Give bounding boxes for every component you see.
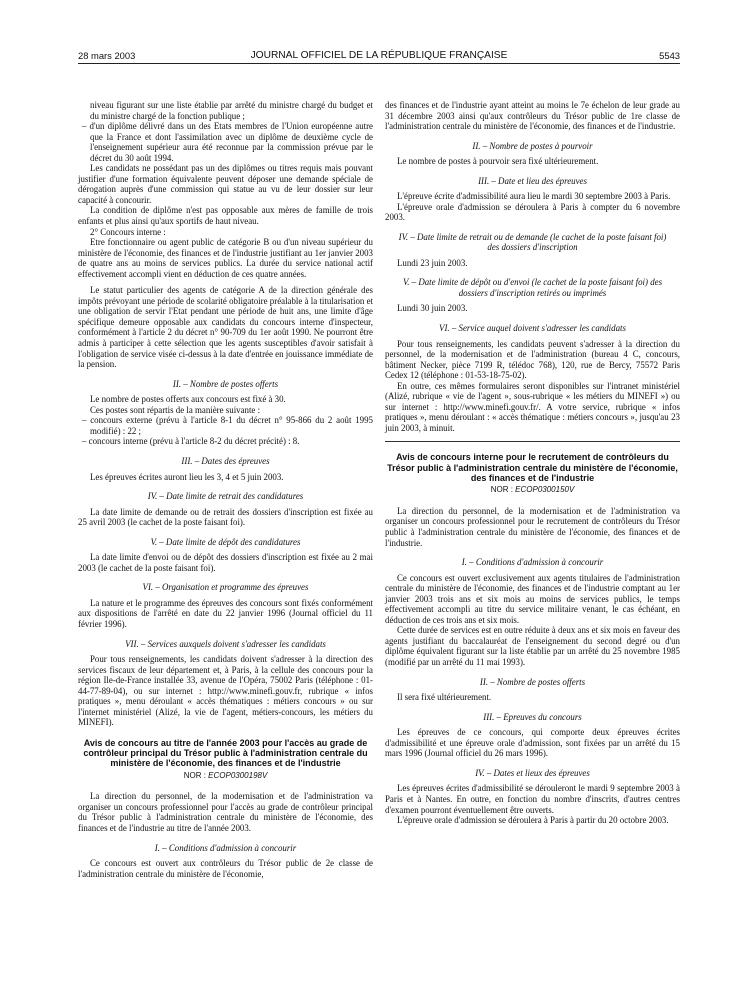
paragraph: Le nombre de postes offerts aux concours est fixé à 30. xyxy=(90,394,286,405)
paragraph: En outre, ces mêmes formulaires seront disponibles sur l'intranet ministériel (Alizé, rubrique « vie de l'agent », sous-rubrique « les métiers du MINEFI ») ou sur internet : http://www.minefi.gouv.fr/. A votre service, rubrique « infos pratiques », menu déroulant : « accès thématique : métiers concours », jusqu'au 23 juin 2003, à minuit. xyxy=(385,380,680,433)
paragraph: Les épreuves écrites d'admissibilité se dérouleront le mardi 9 septembre 2003 à Paris et à Nantes. En outre, en fonction du nombre d'inscrits, d'autres centres d'examen pourront éventuellement être ouverts. xyxy=(385,783,680,815)
paragraph: Ces postes sont répartis de la manière suivante : xyxy=(90,404,261,415)
notice-title: Avis de concours interne pour le recrutement de contrôleurs du Trésor public à l'administration centrale du ministère de l'économie, des finances et de l'industrie xyxy=(387,452,678,484)
paragraph: Le statut particulier des agents de catégorie A de la direction générale des impôts prévoyant une période de scolarité obligatoire préalable à la titularisation et une obligation de servir l'Etat pendant une période de huit ans, une limite d'âge spécifique demeure opposable aux candidats du concours interne d'inspecteur, conformément à l'article 2 du décret n° 90-709 du 1er août 1990. Ne pourront être admis à participer à cette sélection que les agents susceptibles d'avoir satisfait à l'obligation de service visée ci-dessus à la date d'entrée en jouissance immédiate de la pension. xyxy=(78,285,373,370)
paragraph: des finances et de l'industrie ayant atteint au moins le 7e échelon de leur grade au 31 décembre 2003 ainsi qu'aux contrôleurs du Trésor public de 1re classe de l'administration centrale du ministère de l'économie, des finances et de l'industrie. xyxy=(385,100,680,132)
section-heading: VI. – Service auquel doivent s'adresser les candidats xyxy=(439,323,626,334)
nor-reference xyxy=(385,485,680,496)
paragraph: Le nombre de postes à pourvoir sera fixé ultérieurement. xyxy=(397,156,599,167)
section-heading: III. – Dates des épreuves xyxy=(181,455,270,466)
section-heading: IV. – Date limite de retrait des candidatures xyxy=(147,491,304,502)
paragraph: Ce concours est ouvert exclusivement aux agents titulaires de l'administration centrale du ministère de l'économie, des finances et de l'industrie comptant au 1er janvier 2003 trois ans et six mois au moins de services publics, le temps effectivement accompli au titre du service militaire venant, le cas échéant, en déduction de ces trois ans et six mois. xyxy=(385,572,680,625)
paragraph: Pour tous renseignements, les candidats doivent s'adresser à la direction des services fiscaux de leur département et, à Paris, à la cellule des concours pour la région Ile-de-France installée 33, avenue de l'Opéra, 75002 Paris (téléphone : 01-44-77-89-04), ou sur internet : http://www.minefi.gouv.fr, rubrique « infos pratiques », menu déroulant « accès thématiques : métiers concours » ou sur l'internet ministériel (Alizé, la vie de l'agent, métiers-concours, les métiers du MINEFI). xyxy=(78,654,373,728)
paragraph: Lundi 30 juin 2003. xyxy=(397,303,468,314)
paragraph: 2° Concours interne : xyxy=(90,226,166,237)
section-heading: VII. – Services auxquels doivent s'adresser les candidats xyxy=(125,638,326,649)
section-heading: I. – Conditions d'admission à concourir xyxy=(154,842,297,853)
paragraph: L'épreuve orale d'admission se déroulera à Paris à compter du 6 novembre 2003. xyxy=(385,201,680,223)
paragraph: Ce concours est ouvert aux contrôleurs du Trésor public de 2e classe de l'administration centrale du ministère de l'économie, xyxy=(78,858,373,879)
paragraph: L'épreuve orale d'admission se déroulera à Paris à partir du 20 octobre 2003. xyxy=(397,815,669,826)
section-heading: I. – Conditions d'admission à concourir xyxy=(461,557,604,568)
paragraph: La date limite de demande ou de retrait des dossiers d'inscription est fixée au 25 avril 2003 (le cachet de la poste faisant foi). xyxy=(78,506,373,528)
paragraph: Etre fonctionnaire ou agent public de catégorie B ou d'un niveau supérieur du ministère de l'économie, des finances et de l'industrie justifiant au 1er janvier 2003 de quatre ans au moins de services publics. La durée du service national actif effectivement accompli vient en déduction de ces quatre années. xyxy=(78,237,373,279)
section-heading: III. – Date et lieu des épreuves xyxy=(478,175,587,186)
paragraph: La nature et le programme des épreuves des concours sont fixés conformément aux dispositions de l'arrêté en date du 22 janvier 1996 (Journal officiel du 11 février 1996). xyxy=(78,597,373,629)
paragraph: Cette durée de services est en outre réduite à deux ans et six mois en faveur des agents justifiant du baccalauréat de l'enseignement du second degré ou d'un diplôme équivalent figurant sur la liste établie par un arrêté du 25 novembre 1985 (modifié par un arrêté du 11 mai 1993). xyxy=(385,625,680,668)
nor-code: ECOP0300150V xyxy=(515,485,575,495)
paragraph: Les épreuves écrites auront lieu les 3, 4 et 5 juin 2003. xyxy=(90,471,284,482)
section-heading: IV. – Date limite de retrait ou de demande (le cachet de la poste faisant foi) des dossiers d'inscription xyxy=(398,231,667,253)
nor-reference xyxy=(78,771,373,782)
paragraph: La condition de diplôme n'est pas opposable aux mères de famille de trois enfants et plus ainsi qu'aux sportifs de haut niveau. xyxy=(78,205,373,227)
left-column xyxy=(78,100,373,879)
nor-label: NOR : xyxy=(490,485,513,495)
section-heading: IV. – Dates et lieux des épreuves xyxy=(475,767,590,778)
paragraph: Pour tous renseignements, les candidats peuvent s'adresser à la direction du personnel, de la modernisation et de l'administration (bureau 4 C, concours, bâtiment Necker, pièce 7199 R, télédoc 768), 120, rue de Bercy, 75572 Paris Cedex 12 (téléphone : 01-53-18-75-02). xyxy=(385,338,680,381)
journal-title: JOURNAL OFFICIEL DE LA RÉPUBLIQUE FRANÇAISE xyxy=(250,50,508,61)
paragraph: La direction du personnel, de la modernisation et de l'administration va organiser un concours professionnel pour le recrutement de contrôleurs du Trésor public à l'administration centrale du ministère de l'économie, des finances et de l'industrie. xyxy=(385,505,680,548)
section-heading: VI. – Organisation et programme des épreuves xyxy=(142,582,309,593)
notice-title: Avis de concours au titre de l'année 2003 pour l'accès au grade de contrôleur principal du Trésor public à l'administration centrale du ministère de l'économie, des finances et de l'industrie xyxy=(83,737,368,769)
section-heading: II. – Nombre de postes offerts xyxy=(172,378,279,389)
paragraph: Les candidats ne possédant pas un des diplômes ou titres requis mais pouvant justifier d'une formation équivalente peuvent déposer une demande spéciale de dérogation auprès d'une commission qui statue au vu de leur dossier sur leur capacité à concourir. xyxy=(78,163,373,205)
paragraph: La date limite d'envoi ou de dépôt des dossiers d'inscription est fixée au 2 mai 2003 (le cachet de la poste faisant foi). xyxy=(78,552,373,573)
section-heading: V. – Date limite de dépôt ou d'envoi (le cachet de la poste faisant foi) des dossiers d'inscription retirés ou imprimés xyxy=(402,277,663,298)
section-heading: V. – Date limite de dépôt des candidatures xyxy=(150,536,301,547)
paragraph: Il sera fixé ultérieurement. xyxy=(397,692,492,703)
nor-code: ECOP0300198V xyxy=(208,770,268,780)
paragraph: L'épreuve écrite d'admissibilité aura lieu le mardi 30 septembre 2003 à Paris. xyxy=(397,191,671,202)
paragraph: niveau figurant sur une liste établie par arrêté du ministre chargé du budget et du ministre chargé de la fonction publique ; xyxy=(90,100,373,121)
list-item: – d'un diplôme délivré dans un des Etats membres de l'Union européenne autre que la France et dont l'assimilation avec un diplôme de deuxième cycle de l'enseignement supérieur aura été reconnue par la commission prévue par le décret du 30 août 1994. xyxy=(82,121,373,163)
paragraph: La direction du personnel, de la modernisation et de l'administration va organiser un concours professionnel pour l'accès au grade de contrôleur principal du Trésor public à l'administration centrale du ministère de l'économie, des finances et de l'industrie au titre de l'année 2003. xyxy=(78,791,373,833)
section-heading: II. – Nombre de postes à pourvoir xyxy=(472,140,593,151)
notice-rule xyxy=(385,441,680,442)
nor-label: NOR : xyxy=(183,770,206,780)
list-item: – concours externe (prévu à l'article 8-1 du décret n° 95-866 du 2 août 1995 modifié) : 22 ; xyxy=(82,415,373,436)
right-column xyxy=(385,100,680,826)
paragraph: Lundi 23 juin 2003. xyxy=(397,257,468,268)
header-rule xyxy=(78,63,680,64)
header-date: 28 mars 2003 xyxy=(78,50,136,61)
section-heading: III. – Epreuves du concours xyxy=(483,711,582,722)
paragraph: Les épreuves de ce concours, qui comporte deux épreuves écrites d'admissibilité et une épreuve orale d'admission, sont fixées par un arrêté du 15 mars 1996 (Journal officiel du 26 mars 1996). xyxy=(385,727,680,759)
list-item: – concours interne (prévu à l'article 8-2 du décret précité) : 8. xyxy=(82,436,300,447)
page-number: 5543 xyxy=(659,50,680,61)
page-header xyxy=(78,50,680,64)
section-heading: II. – Nombre de postes offerts xyxy=(479,676,586,687)
